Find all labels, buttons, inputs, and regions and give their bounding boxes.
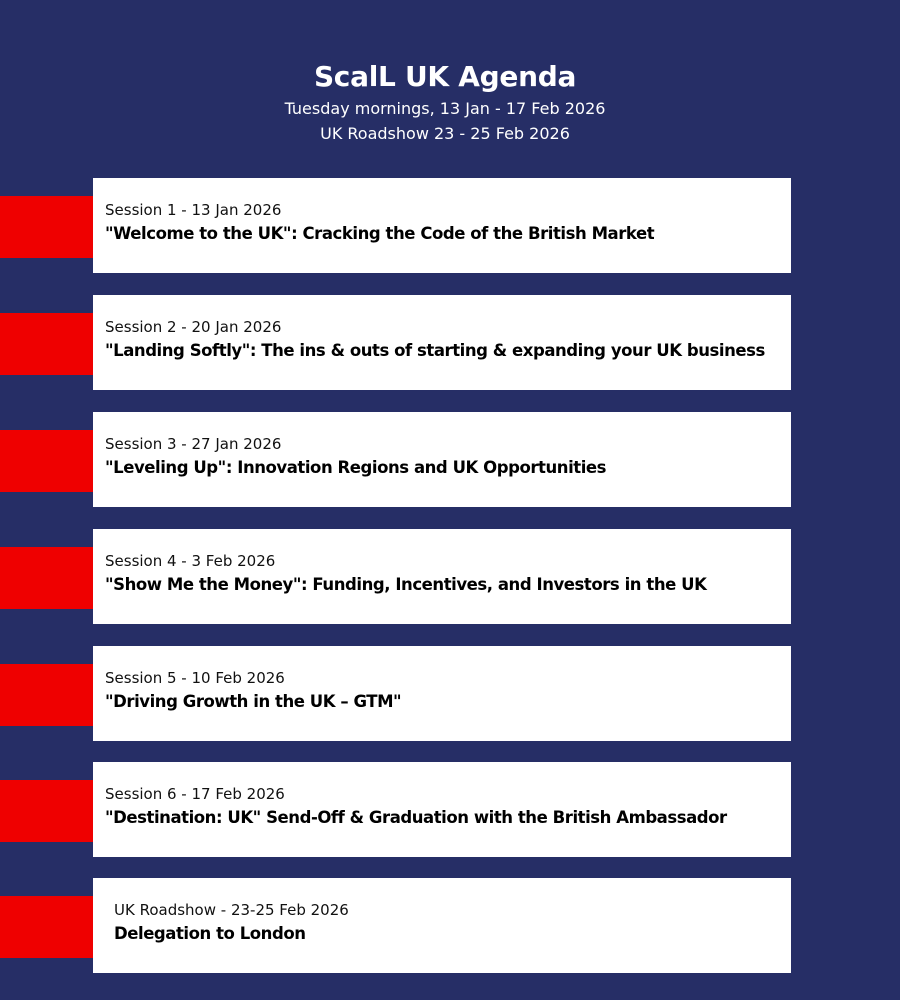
red-accent-bar <box>0 547 93 609</box>
session-date: Session 4 - 3 Feb 2026 <box>105 552 276 570</box>
roadshow-row <box>0 878 791 973</box>
session-2-row <box>0 295 791 390</box>
roadshow-subtitle: UK Roadshow 23 - 25 Feb 2026 <box>320 124 570 143</box>
session-date: Session 2 - 20 Jan 2026 <box>105 318 282 336</box>
session-title: "Destination: UK" Send-Off & Graduation with the British Ambassador <box>105 808 727 827</box>
red-accent-bar <box>0 196 93 258</box>
red-accent-bar <box>0 313 93 375</box>
red-accent-bar <box>0 430 93 492</box>
session-card <box>93 646 791 741</box>
session-title: "Show Me the Money": Funding, Incentives, and Investors in the UK <box>105 575 707 594</box>
session-card <box>93 178 791 273</box>
session-4-row <box>0 529 791 624</box>
agenda-header <box>0 58 890 146</box>
page-title: ScalL UK Agenda <box>313 60 577 93</box>
session-date: Session 5 - 10 Feb 2026 <box>105 669 285 687</box>
session-date: UK Roadshow - 23-25 Feb 2026 <box>114 901 349 919</box>
red-accent-bar <box>0 896 93 958</box>
session-card <box>93 295 791 390</box>
session-title: "Leveling Up": Innovation Regions and UK Opportunities <box>105 458 607 477</box>
session-title: "Welcome to the UK": Cracking the Code of the British Market <box>105 224 655 243</box>
session-6-row <box>0 762 791 857</box>
session-date: Session 1 - 13 Jan 2026 <box>105 201 282 219</box>
session-title: Delegation to London <box>114 924 306 943</box>
session-card <box>93 412 791 507</box>
session-card <box>93 762 791 857</box>
session-5-row <box>0 646 791 741</box>
session-date: Session 3 - 27 Jan 2026 <box>105 435 282 453</box>
session-1-row <box>0 178 791 273</box>
red-accent-bar <box>0 780 93 842</box>
session-title: "Driving Growth in the UK – GTM" <box>105 692 402 711</box>
session-title: "Landing Softly": The ins & outs of starting & expanding your UK business <box>105 341 765 360</box>
schedule-subtitle: Tuesday mornings, 13 Jan - 17 Feb 2026 <box>284 99 606 118</box>
roadshow-card <box>93 878 791 973</box>
red-accent-bar <box>0 664 93 726</box>
session-card <box>93 529 791 624</box>
session-date: Session 6 - 17 Feb 2026 <box>105 785 285 803</box>
session-3-row <box>0 412 791 507</box>
